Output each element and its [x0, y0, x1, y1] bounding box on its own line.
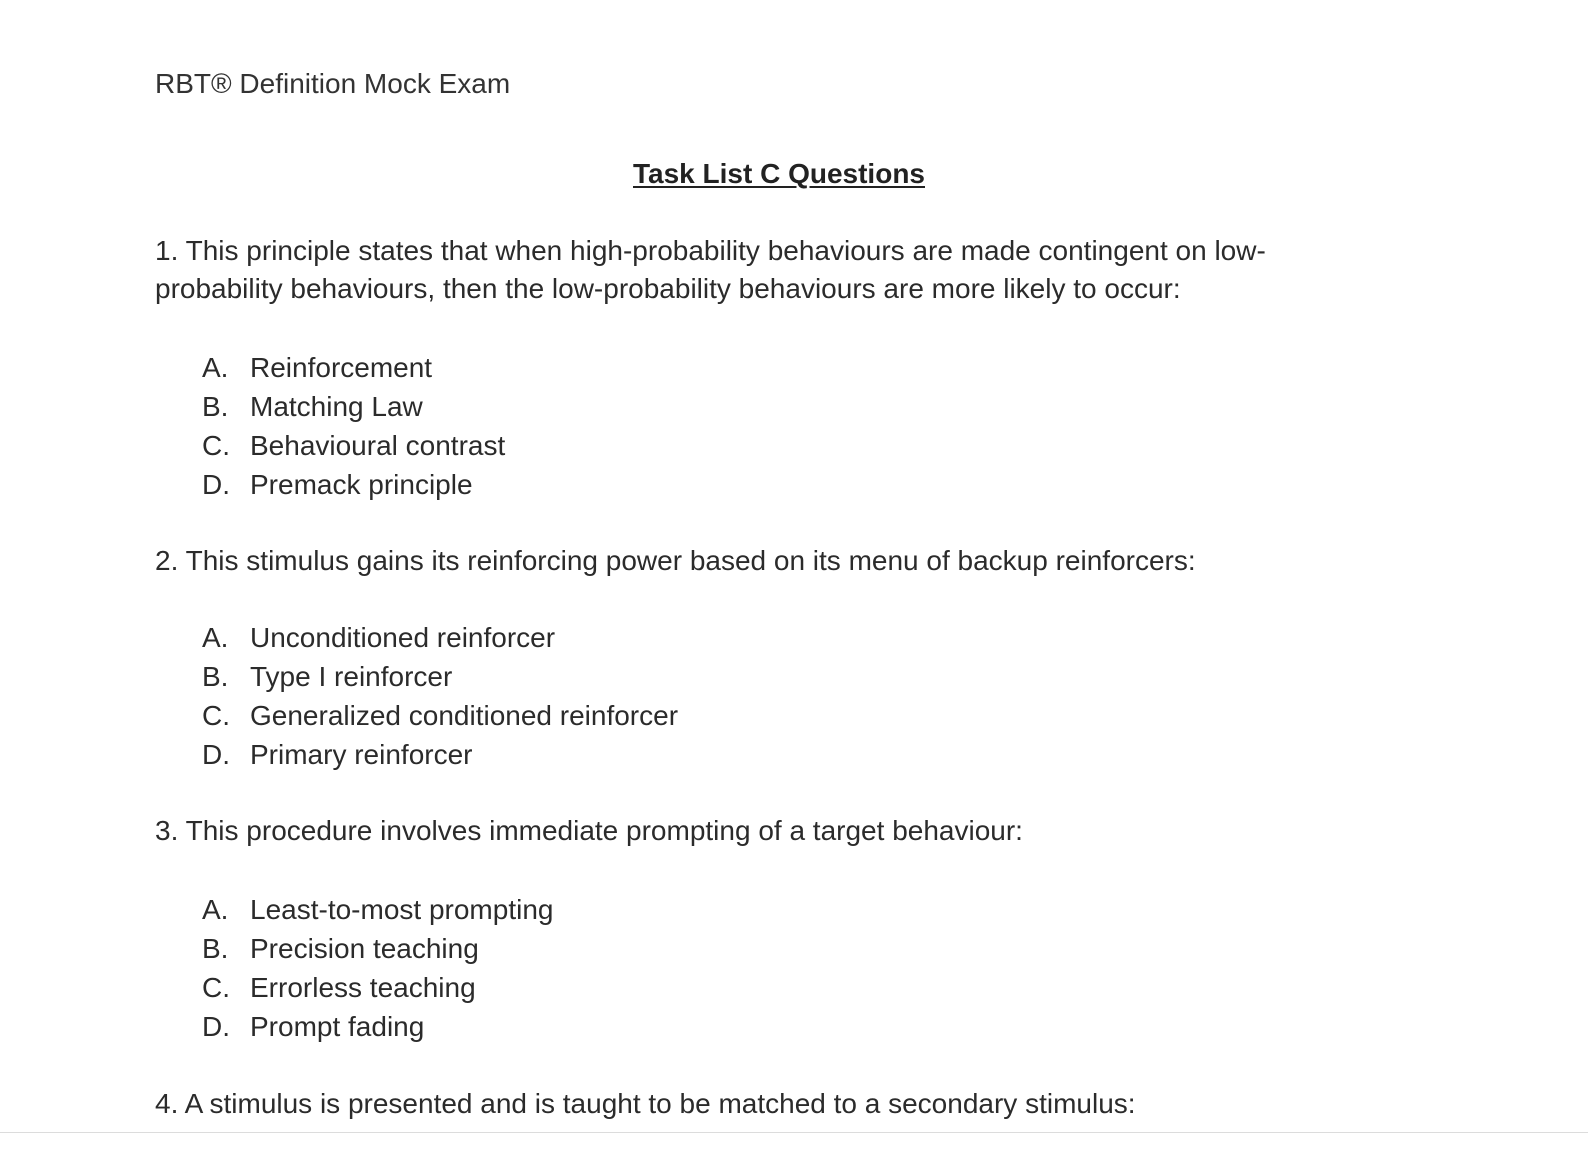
option-text: Type I reinforcer — [250, 661, 453, 692]
option-letter: D. — [202, 739, 230, 770]
question-3: 3. This procedure involves immediate prompting of a target behaviour: — [155, 815, 1023, 846]
option-letter: A. — [202, 352, 229, 383]
section-title: Task List C Questions — [633, 158, 925, 189]
option-3d — [202, 1007, 553, 1046]
option-2a — [202, 618, 678, 657]
option-letter: B. — [202, 391, 229, 422]
option-1d — [202, 465, 505, 504]
option-text: Precision teaching — [250, 933, 479, 964]
option-2d — [202, 735, 678, 774]
option-letter: C. — [202, 972, 230, 1003]
option-letter: D. — [202, 469, 230, 500]
question-1: 1. This principle states that when high-probability behaviours are made contingent on low-probability behaviours, then the low-probability behaviours are more likely to occur: — [155, 235, 1266, 304]
option-text: Matching Law — [250, 391, 423, 422]
option-text: Generalized conditioned reinforcer — [250, 700, 679, 731]
question-2: 2. This stimulus gains its reinforcing power based on its menu of backup reinforcers: — [155, 545, 1196, 576]
option-letter: A. — [202, 622, 229, 653]
option-text: Unconditioned reinforcer — [250, 622, 556, 653]
option-text: Prompt fading — [250, 1011, 425, 1042]
option-text: Behavioural contrast — [250, 430, 506, 461]
option-text: Errorless teaching — [250, 972, 476, 1003]
option-3a — [202, 890, 553, 929]
option-1a — [202, 348, 505, 387]
option-2b — [202, 657, 678, 696]
option-text: Least-to-most prompting — [250, 894, 554, 925]
question-1-options — [202, 348, 505, 504]
option-text: Premack principle — [250, 469, 473, 500]
question-3-options — [202, 890, 553, 1046]
option-letter: B. — [202, 933, 229, 964]
option-3b — [202, 929, 553, 968]
option-text: Primary reinforcer — [250, 739, 473, 770]
page-bottom-divider — [0, 1132, 1588, 1133]
option-letter: A. — [202, 894, 229, 925]
option-2c — [202, 696, 678, 735]
option-1b — [202, 387, 505, 426]
document-header: RBT® Definition Mock Exam — [155, 68, 511, 99]
question-4: 4. A stimulus is presented and is taught to be matched to a secondary stimulus: — [155, 1088, 1136, 1119]
option-1c — [202, 426, 505, 465]
option-3c — [202, 968, 553, 1007]
option-letter: C. — [202, 430, 230, 461]
option-letter: D. — [202, 1011, 230, 1042]
option-text: Reinforcement — [250, 352, 433, 383]
option-letter: C. — [202, 700, 230, 731]
option-letter: B. — [202, 661, 229, 692]
question-2-options — [202, 618, 678, 774]
